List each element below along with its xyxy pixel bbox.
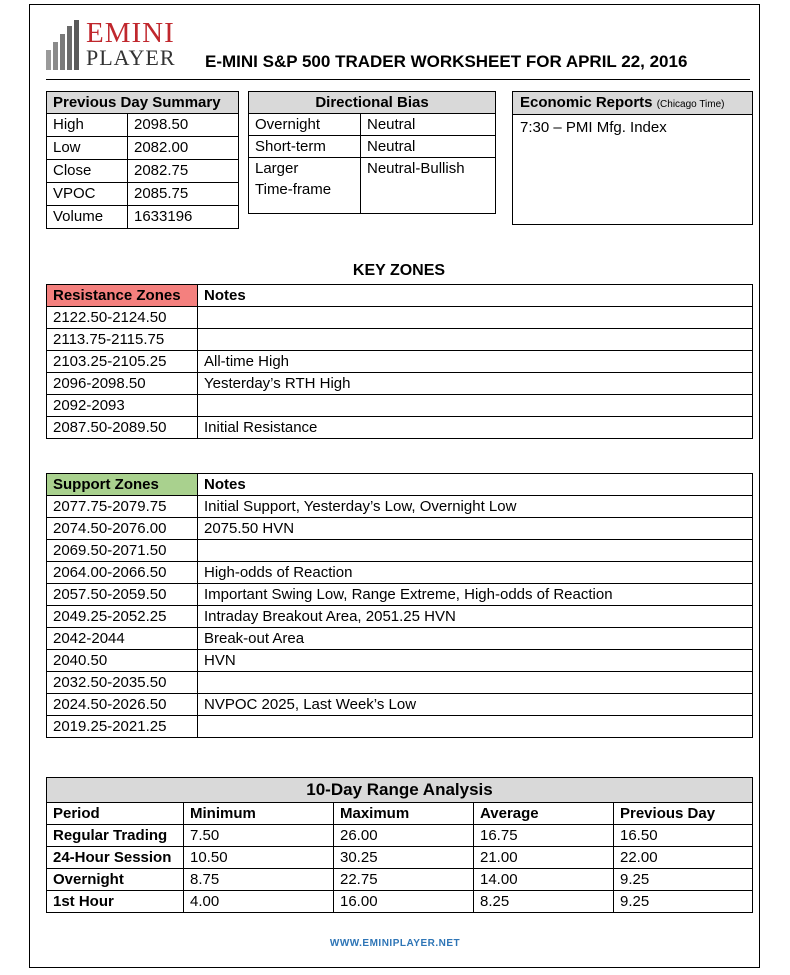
bias-value: Neutral — [361, 114, 496, 136]
logo-text-emini: EMINI — [86, 17, 175, 49]
range-value: 10.50 — [184, 847, 334, 869]
previous-day-label: Volume — [47, 206, 128, 229]
title-divider — [46, 79, 750, 80]
bias-row — [249, 158, 496, 214]
bias-row — [249, 114, 496, 136]
range-value: 7.50 — [184, 825, 334, 847]
support-zone-row — [47, 584, 753, 606]
support-zone-row — [47, 716, 753, 738]
bar-chart-logo-icon — [46, 20, 80, 70]
resistance-zone-range: 2122.50-2124.50 — [47, 307, 198, 329]
support-zone-note: NVPOC 2025, Last Week’s Low — [198, 694, 753, 716]
range-value: 4.00 — [184, 891, 334, 913]
resistance-zone-range: 2113.75-2115.75 — [47, 329, 198, 351]
bias-row — [249, 136, 496, 158]
support-zone-row — [47, 672, 753, 694]
resistance-zone-note: All-time High — [198, 351, 753, 373]
range-period-label: 1st Hour — [47, 891, 184, 913]
range-period-label: Overnight — [47, 869, 184, 891]
range-value: 9.25 — [614, 869, 753, 891]
previous-day-value: 2085.75 — [128, 183, 239, 206]
support-zone-range: 2069.50-2071.50 — [47, 540, 198, 562]
support-zone-note — [198, 716, 753, 738]
bias-label: Overnight — [249, 114, 361, 136]
resistance-zone-row — [47, 395, 753, 417]
support-zone-row — [47, 562, 753, 584]
range-value: 21.00 — [474, 847, 614, 869]
key-zones-title: KEY ZONES — [352, 262, 446, 279]
resistance-zone-range: 2096-2098.50 — [47, 373, 198, 395]
range-analysis-table — [46, 777, 753, 913]
previous-day-value: 2098.50 — [128, 114, 239, 137]
economic-reports-heading: Economic Reports — [520, 94, 653, 111]
resistance-zone-row — [47, 351, 753, 373]
support-zones-table — [46, 473, 753, 738]
logo-text-player: PLAYER — [86, 45, 176, 70]
previous-day-label: Low — [47, 137, 128, 160]
page-title: E-MINI S&P 500 TRADER WORKSHEET FOR APRIL 22, 2016 — [205, 52, 688, 71]
range-column-header: Period — [47, 803, 184, 825]
support-zone-range: 2024.50-2026.50 — [47, 694, 198, 716]
range-value: 8.25 — [474, 891, 614, 913]
resistance-zone-note — [198, 395, 753, 417]
resistance-zone-row — [47, 329, 753, 351]
previous-day-row — [47, 114, 239, 137]
range-value: 30.25 — [334, 847, 474, 869]
support-zone-note: Intraday Breakout Area, 2051.25 HVN — [198, 606, 753, 628]
previous-day-value: 2082.75 — [128, 160, 239, 183]
previous-day-label: VPOC — [47, 183, 128, 206]
range-header-row — [47, 803, 753, 825]
support-zone-row — [47, 496, 753, 518]
support-zone-range: 2057.50-2059.50 — [47, 584, 198, 606]
range-column-header: Previous Day — [614, 803, 753, 825]
economic-reports-timezone: (Chicago Time) — [656, 99, 725, 110]
range-analysis-title: 10-Day Range Analysis — [47, 778, 753, 803]
resistance-zone-note — [198, 329, 753, 351]
resistance-zone-range: 2103.25-2105.25 — [47, 351, 198, 373]
support-zone-range: 2077.75-2079.75 — [47, 496, 198, 518]
range-value: 22.00 — [614, 847, 753, 869]
resistance-zones-table — [46, 284, 753, 439]
support-zone-range: 2074.50-2076.00 — [47, 518, 198, 540]
resistance-zone-range: 2087.50-2089.50 — [47, 417, 198, 439]
range-period-label: Regular Trading — [47, 825, 184, 847]
support-zone-range: 2049.25-2052.25 — [47, 606, 198, 628]
resistance-zone-note: Initial Resistance — [198, 417, 753, 439]
support-zone-note — [198, 540, 753, 562]
support-zone-note: Break-out Area — [198, 628, 753, 650]
range-row — [47, 891, 753, 913]
support-zone-row — [47, 540, 753, 562]
previous-day-value: 2082.00 — [128, 137, 239, 160]
footer-website: WWW.EMINIPLAYER.NET — [329, 938, 461, 949]
previous-day-label: High — [47, 114, 128, 137]
support-zones-heading: Support Zones — [47, 474, 198, 496]
support-zone-note: Important Swing Low, Range Extreme, High-odds of Reaction — [198, 584, 753, 606]
support-zone-note: Initial Support, Yesterday’s Low, Overnight Low — [198, 496, 753, 518]
support-zone-range: 2040.50 — [47, 650, 198, 672]
support-zone-range: 2064.00-2066.50 — [47, 562, 198, 584]
bias-label: Larger Time-frame — [249, 158, 361, 214]
previous-day-label: Close — [47, 160, 128, 183]
range-value: 14.00 — [474, 869, 614, 891]
bias-value: Neutral-Bullish — [361, 158, 496, 214]
economic-reports-box — [512, 91, 753, 225]
support-zone-note: 2075.50 HVN — [198, 518, 753, 540]
range-column-header: Average — [474, 803, 614, 825]
support-zone-row — [47, 694, 753, 716]
range-value: 16.00 — [334, 891, 474, 913]
support-zone-range: 2042-2044 — [47, 628, 198, 650]
resistance-notes-heading: Notes — [198, 285, 753, 307]
resistance-zone-note: Yesterday’s RTH High — [198, 373, 753, 395]
support-zone-range: 2032.50-2035.50 — [47, 672, 198, 694]
resistance-zone-range: 2092-2093 — [47, 395, 198, 417]
range-period-label: 24-Hour Session — [47, 847, 184, 869]
range-row — [47, 825, 753, 847]
range-value: 8.75 — [184, 869, 334, 891]
range-column-header: Maximum — [334, 803, 474, 825]
support-zone-row — [47, 606, 753, 628]
bias-value: Neutral — [361, 136, 496, 158]
range-value: 26.00 — [334, 825, 474, 847]
range-row — [47, 869, 753, 891]
bias-label: Short-term — [249, 136, 361, 158]
range-value: 9.25 — [614, 891, 753, 913]
directional-bias-heading: Directional Bias — [249, 92, 496, 114]
previous-day-value: 1633196 — [128, 206, 239, 229]
resistance-zone-row — [47, 417, 753, 439]
previous-day-summary-table — [46, 91, 239, 229]
resistance-zones-heading: Resistance Zones — [47, 285, 198, 307]
support-zone-row — [47, 628, 753, 650]
support-zone-range: 2019.25-2021.25 — [47, 716, 198, 738]
resistance-zone-row — [47, 307, 753, 329]
support-zone-note: HVN — [198, 650, 753, 672]
previous-day-row — [47, 183, 239, 206]
previous-day-heading: Previous Day Summary — [47, 92, 239, 114]
economic-reports-list — [513, 115, 752, 141]
resistance-zone-note — [198, 307, 753, 329]
support-notes-heading: Notes — [198, 474, 753, 496]
previous-day-row — [47, 206, 239, 229]
range-value: 16.75 — [474, 825, 614, 847]
previous-day-row — [47, 137, 239, 160]
support-zone-row — [47, 518, 753, 540]
support-zone-note — [198, 672, 753, 694]
economic-report-item: 7:30 – PMI Mfg. Index — [520, 119, 667, 136]
support-zone-row — [47, 650, 753, 672]
support-zone-note: High-odds of Reaction — [198, 562, 753, 584]
economic-reports-header — [513, 92, 752, 115]
range-row — [47, 847, 753, 869]
directional-bias-table — [248, 91, 496, 214]
range-value: 22.75 — [334, 869, 474, 891]
range-value: 16.50 — [614, 825, 753, 847]
previous-day-row — [47, 160, 239, 183]
resistance-zone-row — [47, 373, 753, 395]
range-column-header: Minimum — [184, 803, 334, 825]
eminiplayer-logo — [46, 17, 196, 72]
